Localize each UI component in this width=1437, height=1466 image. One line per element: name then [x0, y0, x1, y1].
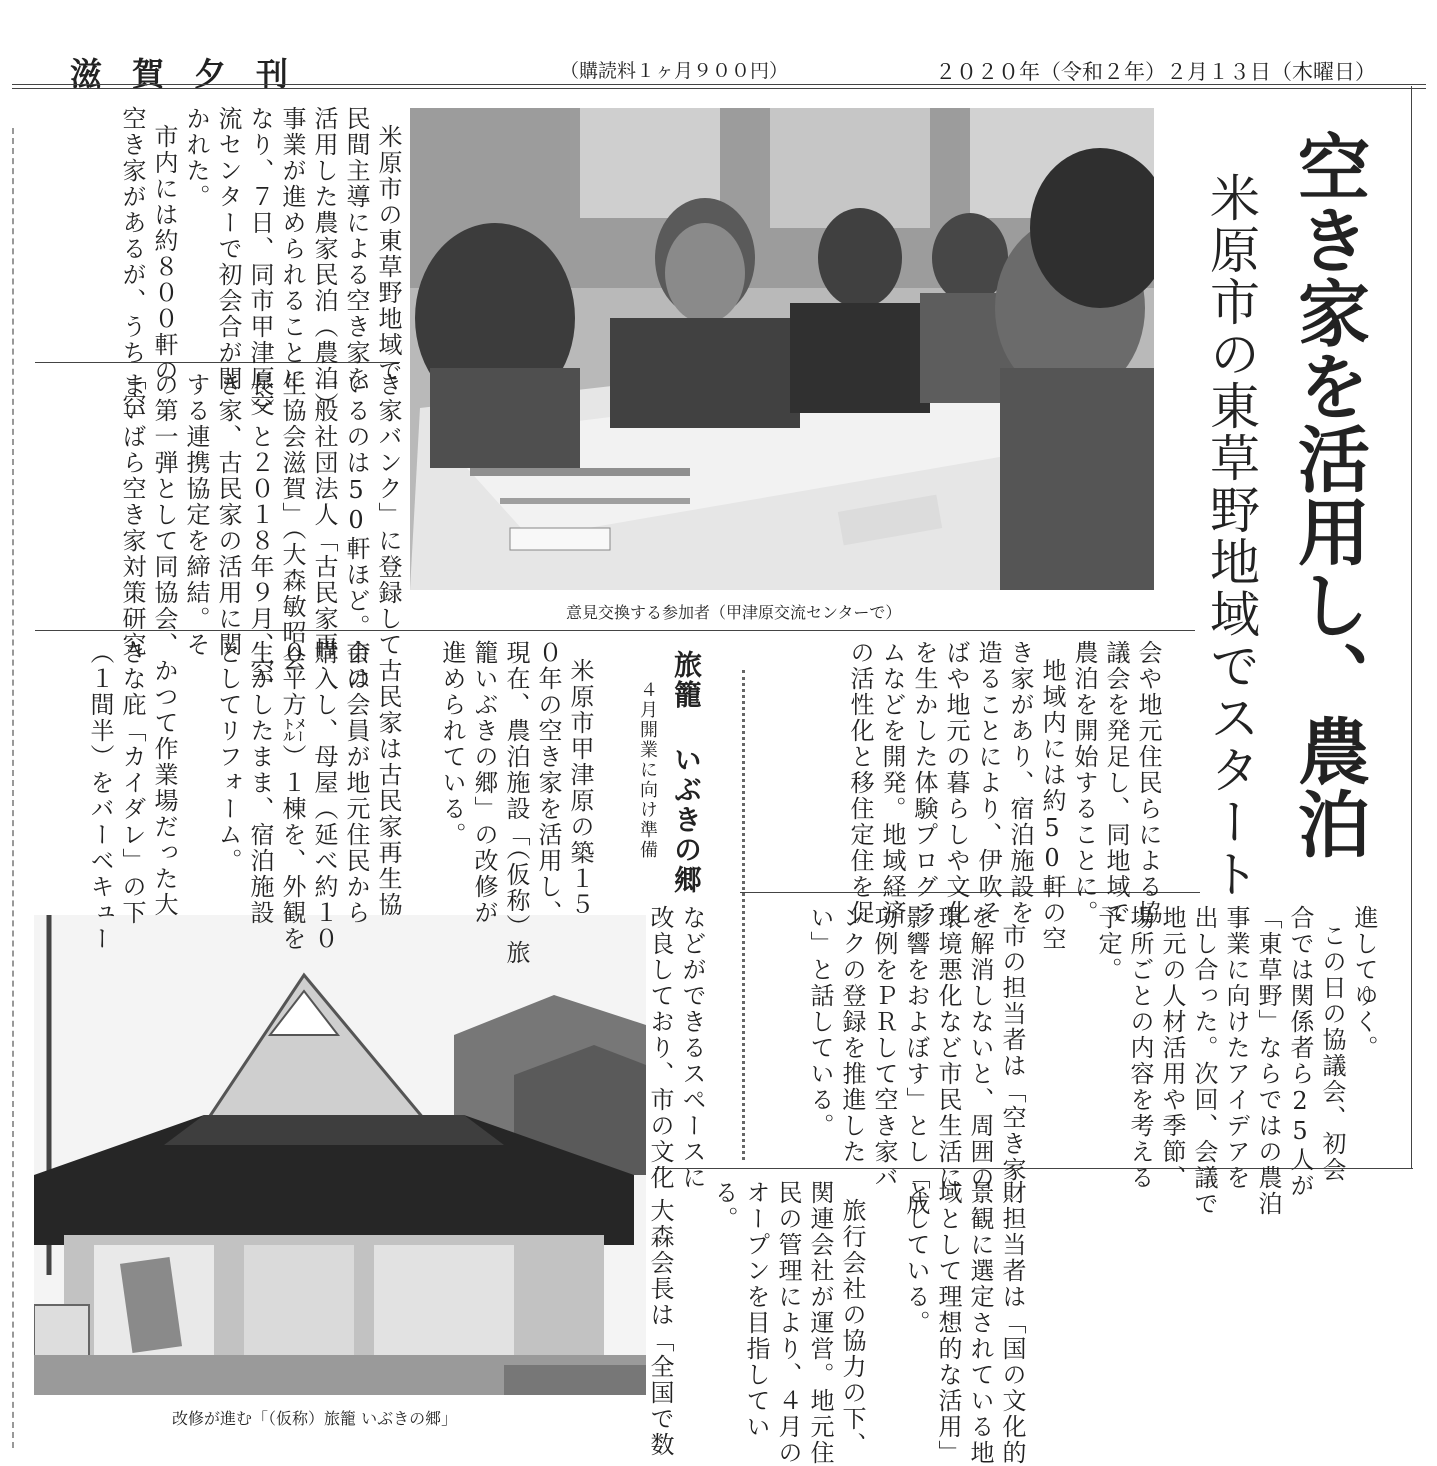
article-column-e-6: 古民家は古民家再生協 — [374, 658, 402, 918]
article-column-d-11: を解消しないと、周囲の — [966, 905, 994, 1191]
article-column-e-11: としてリフォーム。 — [214, 640, 242, 874]
article-column-b-4: 生協会滋賀」（大森敏昭会 — [278, 372, 306, 672]
article-column-c-6: 造ることにより、伊吹そ — [974, 640, 1002, 926]
top-photo-caption: 意見交換する参加者（甲津原交流センターで） — [566, 603, 902, 622]
article-column-d-15: ンクの登録を推進した — [838, 905, 866, 1165]
article-column-c-1: 会や地元住民らによる協 — [1134, 640, 1162, 926]
article-column-d-2: この日の協議会、初会 — [1318, 923, 1346, 1183]
article-column-f-8: 関連会社が運営。地元住 — [806, 1180, 834, 1466]
article-column-b-8: の第一弾として同協会、 — [150, 372, 178, 658]
article-column-c-8: を生かした体験プログラ — [910, 640, 938, 926]
article-column-c-5: き家があり、宿泊施設を — [1006, 640, 1034, 926]
issue-date: ２０２０年（令和２年）２月１３日（木曜日） — [935, 60, 1376, 84]
newspaper-name: 滋賀夕刊 — [70, 55, 319, 93]
article-column-a-5: なり、７日、同市甲津原交 — [246, 106, 274, 418]
article-column-f-7: 旅行会社の協力の下、 — [838, 1198, 866, 1458]
meeting-photo-image — [410, 108, 1154, 590]
article-column-a-8: 市内には約８００軒の — [150, 124, 178, 384]
article-column-a-4: 事業が進められることに — [278, 106, 306, 392]
article-column-c-4: 地域内には約50軒の空 — [1038, 658, 1066, 952]
article-column-c-10: の活性化と移住定住を促 — [846, 640, 874, 926]
article-column-a-6: 流センターで初会合が開 — [214, 106, 242, 392]
main-headline: 空き家を活用し、農泊 — [1286, 130, 1370, 860]
article-column-e-3: 現在、農泊施設「（仮称）旅 — [502, 640, 530, 966]
article-column-b-2: いるのは50軒ほど。市は — [342, 372, 370, 692]
article-column-f-2: 改良しており、市の文化 — [646, 905, 674, 1191]
column-rule-3 — [740, 892, 1200, 893]
article-column-e-1: 米原市甲津原の築１５ — [566, 658, 594, 918]
article-column-e-14: （１間半）をバーベキュー — [86, 640, 114, 952]
article-column-f-4: 景観に選定されている地 — [966, 1180, 994, 1466]
sub-headline: 米原市の東草野地域でスタート — [1202, 172, 1260, 900]
article-column-f-9: 民の管理により、４月の — [774, 1180, 802, 1466]
left-margin-line — [12, 128, 14, 1448]
article-column-b-3: 一般社団法人「古民家再 — [310, 372, 338, 658]
article-column-e-10: 生かしたまま、宿泊施設 — [246, 640, 274, 926]
article-column-d-1: 進してゆく。 — [1350, 905, 1378, 1061]
article-column-d-5: 事業に向けたアイデアを — [1222, 905, 1250, 1191]
article-column-f-5: 域として理想的な活用」 — [934, 1180, 962, 1466]
article-column-b-5: 長）と２０１８年９月、空 — [246, 372, 274, 684]
article-column-d-10: 市の担当者は「空き家 — [998, 923, 1026, 1183]
article-column-b-9: まいばら空き家対策研究 — [118, 372, 146, 658]
article-column-d-14: 功例をＰＲして空き家バ — [870, 905, 898, 1191]
article-column-b-7: する連携協定を締結。そ — [182, 372, 210, 658]
article-column-c-2: 議会を発足し、同地域で — [1102, 640, 1130, 926]
article-column-d-9: 予定。 — [1094, 905, 1122, 983]
article-column-e-7: 会の会員が地元住民から — [342, 640, 370, 926]
article-column-e-5: 進められている。 — [438, 640, 466, 848]
article-column-f-6: としている。 — [902, 1180, 930, 1336]
article-column-e-4: 籠いぶきの郷」の改修が — [470, 640, 498, 926]
article-column-a-7: かれた。 — [182, 106, 210, 210]
house-photo — [34, 915, 646, 1395]
article-column-e-9: ０平方㍍）１棟を、外観を — [278, 640, 306, 952]
inn-section-subheading: ４月開業に向け準備 — [637, 680, 658, 860]
article-column-e-12: かつて作業場だった大 — [150, 658, 178, 918]
article-column-d-8: 場所ごとの内容を考える — [1126, 905, 1154, 1191]
article-column-a-2: 民間主導による空き家を — [342, 106, 370, 392]
masthead-rule — [12, 84, 1426, 85]
article-column-d-3: 合では関係者ら25人が — [1286, 905, 1314, 1199]
article-column-c-9: ムなどを開発。地域経済 — [878, 640, 906, 926]
article-column-d-6: 出し合った。次回、会議で — [1190, 905, 1218, 1217]
article-column-f-11: る。 — [710, 1180, 738, 1232]
article-column-d-12: 環境悪化など市民生活に — [934, 905, 962, 1191]
article-column-b-1: き家バンク」に登録して — [374, 372, 402, 658]
right-border — [1411, 86, 1412, 1168]
article-column-f-3: 財担当者は「国の文化的 — [998, 1180, 1026, 1466]
meeting-photo — [410, 108, 1154, 590]
inn-section-heading: 旅籠 いぶきの郷 — [670, 650, 703, 895]
article-column-d-13: 影響をおよぼす」とし「成 — [902, 905, 930, 1217]
article-column-a-1: 米原市の東草野地域で — [374, 124, 402, 384]
article-column-a-3: 活用した農家民泊（農泊） — [310, 106, 338, 418]
article-column-e-8: 購入し、母屋（延べ約１０ — [310, 640, 338, 952]
subscription-price: （購読料１ヶ月９００円） — [560, 60, 789, 82]
article-column-d-7: 地元の人材活用や季節、 — [1158, 905, 1186, 1191]
article-column-f-1: などができるスペースに — [678, 905, 706, 1191]
article-column-e-2: ０年の空き家を活用し、 — [534, 640, 562, 926]
article-column-a-9: 空き家があるが、うち「空 — [118, 106, 146, 418]
dotted-separator — [742, 670, 745, 1160]
masthead-rule-2 — [12, 88, 1426, 89]
article-column-d-16: い」と話している。 — [806, 905, 834, 1139]
article-column-e-13: きな庇「カイダレ」の下 — [118, 640, 146, 926]
article-column-b-6: き家、古民家の活用に関 — [214, 372, 242, 658]
article-column-f-10: オープンを目指してい — [742, 1180, 770, 1440]
article-column-c-7: ばや地元の暮らしや文化 — [942, 640, 970, 926]
article-column-c-3: 農泊を開始することに。 — [1070, 640, 1098, 926]
house-photo-image — [34, 915, 646, 1395]
bottom-photo-caption: 改修が進む「（仮称）旅籠 いぶきの郷」 — [172, 1409, 458, 1428]
article-column-f-12: 大森会長は「全国で数 — [646, 1198, 674, 1458]
article-column-d-4: 「東草野」ならではの農泊 — [1254, 905, 1282, 1217]
